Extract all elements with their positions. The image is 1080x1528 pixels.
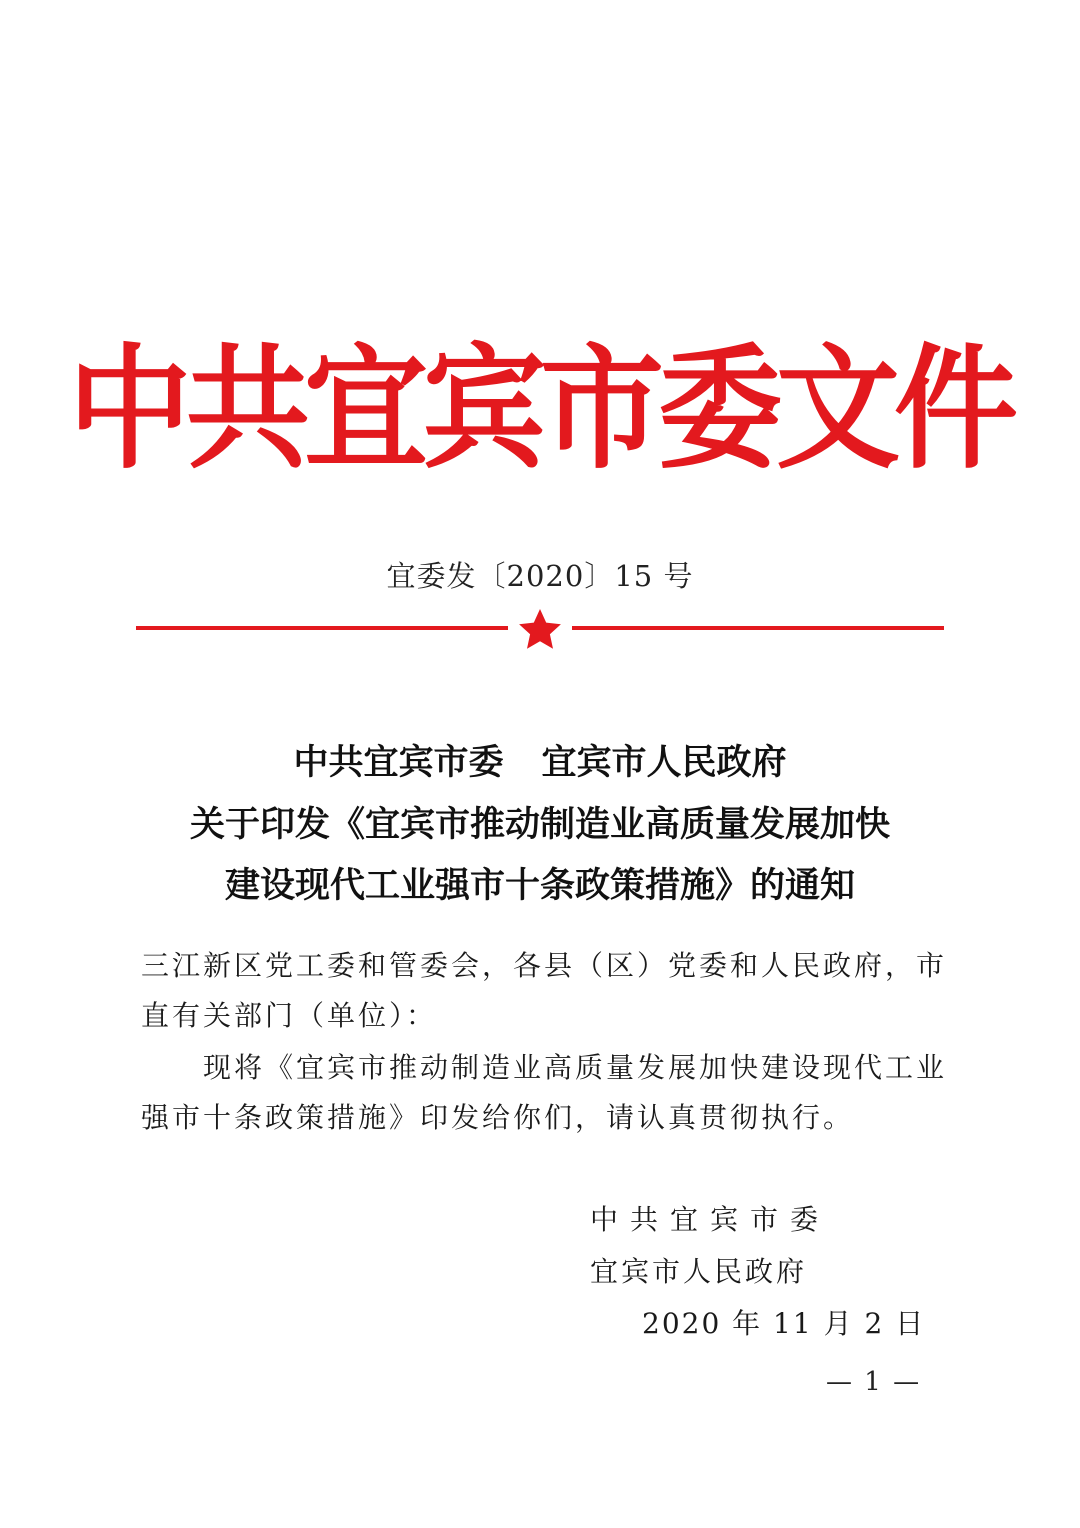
title-issuer-government: 宜宾市人民政府 [541,743,787,783]
star-icon [519,609,561,649]
title-line-3: 建设现代工业强市十条政策措施》的通知 [224,866,855,906]
page-number: — 1 — [826,1367,922,1397]
document-number: 宜委发〔2020〕15 号 [386,559,694,593]
body-paragraph-line-1: 现将《宜宾市推动制造业高质量发展加快建设现代工业 [203,1051,948,1084]
document-masthead: 中共宜宾市委文件 [67,332,1012,488]
addressee-line-1: 三江新区党工委和管委会，各县（区）党委和人民政府，市 [141,949,948,982]
signature-date: 2020 年 11 月 2 日 [642,1307,926,1340]
body-paragraph-line-2: 强市十条政策措施》印发给你们，请认真贯彻执行。 [141,1101,855,1134]
title-line-2: 关于印发《宜宾市推动制造业高质量发展加快 [189,805,890,845]
red-divider [136,606,944,652]
title-issuer-party: 中共宜宾市委 [293,743,504,783]
signature-party-committee: 中共宜宾市委 [590,1203,831,1236]
signature-government: 宜宾市人民政府 [590,1255,808,1288]
addressee-line-2: 直有关部门（单位）： [141,999,438,1032]
title-line-1 [120,733,960,793]
